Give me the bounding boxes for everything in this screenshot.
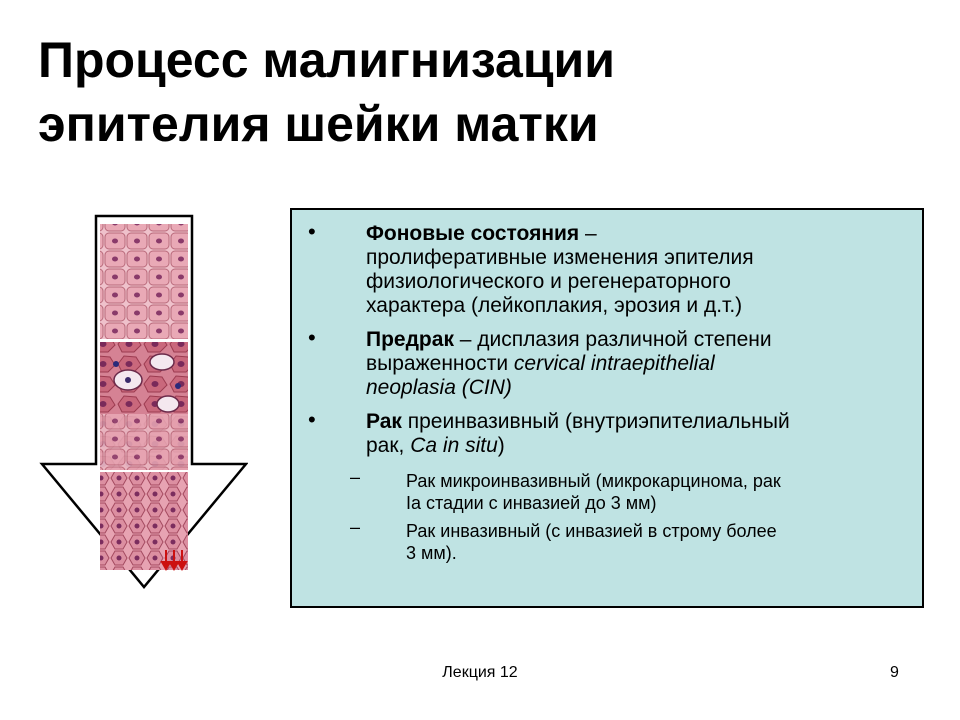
subbullet-text: Рак инвазивный (с инвазией в строму более 3 мм). [406,521,777,563]
page-number: 9 [890,664,899,681]
malignization-arrow-figure [38,214,248,590]
footer-lecture-label: Лекция 12 [442,664,518,681]
bullet-heading: Предрак [366,328,454,351]
bullet-mark: • [308,325,316,350]
content-box [290,208,924,608]
bullet-mark: • [308,219,316,244]
down-arrow-icon [38,214,248,590]
title-line-1: Процесс малигнизации [38,32,616,88]
bullet-text: Фоновые состояния – пролиферативные изменения эпителия физиологического и регенераторного характера (лейкоплакия, эрозия и д.т.) [366,222,754,317]
slide-title [38,28,918,156]
dash-mark: – [350,517,361,537]
bullet-mark: • [308,407,316,432]
bullet-text: Предрак – дисплазия различной степени выраженности cervical intraepithelial neoplasia (CIN) [366,328,772,399]
bullet-heading: Фоновые состояния [366,222,580,245]
bullet-text: Рак преинвазивный (внутриэпителиальный рак, Ca in situ) [366,410,790,457]
bullet-heading: Рак [366,410,402,433]
title-line-2: эпителия шейки матки [38,96,599,152]
dash-mark: – [350,467,361,487]
subbullet-text: Рак микроинвазивный (микрокарцинома, рак Ia стадии с инвазией до 3 мм) [406,471,781,513]
